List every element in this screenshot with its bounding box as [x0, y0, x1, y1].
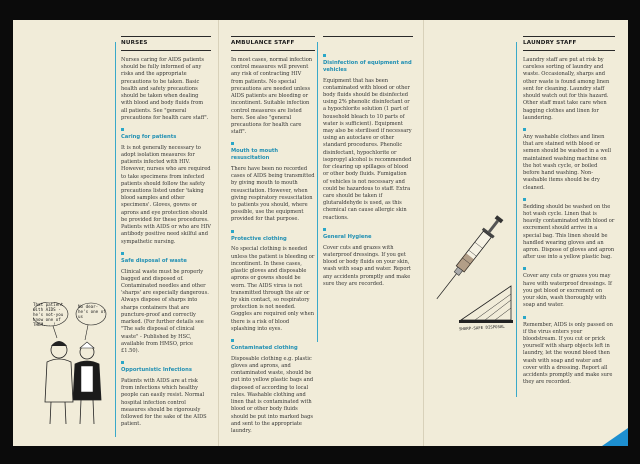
contaminated-title: Contaminated clothing [231, 345, 298, 352]
waste-text: Clinical waste must be properly bagged and disposed of. Contaminated needles and other 'sharps' are especially dangerous. Always dispose of sharps into sharps containers that are puncture-proof and correctly marked. (For further details see "The safe disposal of clinical waste" - Published by HSC, available from HMSO, price £1.50). [121, 268, 209, 354]
caring-title: Caring for patients [121, 133, 177, 140]
mouth-text: There have been no recorded cases of AIDS being transmitted by giving mouth to mouth resuscitation. However, when giving respiratory resuscitation to patients you should, where possible, use the equipment provided for that purpose. [231, 165, 315, 223]
laundry-p2: Any washable clothes and linen that are stained with blood or semen should be washed in a well maintained washing machine on the hot wash cycle, or boiled before hand washing. Non-washable items should be dry cleaned. [523, 133, 612, 191]
disinfection-column [323, 36, 413, 292]
bullet-icon [121, 361, 124, 364]
bullet-icon [323, 54, 326, 57]
ambulance-intro: In most cases, normal infection control measures will prevent any risk of contracting HIV from patients. No special precautions are needed unless AIDS patients are bleeding or incontinent. Suitable infection control measures are listed here. See also "general precautions for health care staff". [231, 57, 313, 136]
mouth-title: Mouth to mouth resuscitation [231, 148, 279, 162]
stand-label: SHARP-SAFE DISPOSAL [458, 323, 505, 332]
hygiene-title: General Hygiene [323, 233, 372, 240]
waste-title: Safe disposal of waste [121, 257, 187, 264]
infections-text: Patients with AIDS are at risk from infections which healthy people can easily resist. Normal hospital infection control measures should be rigorously followed for the sake of the AIDS patient. [121, 377, 207, 428]
nurses-intro: Nurses caring for AIDS patients should be fully informed of any risks and the appropriate precautions to be taken. Basic health and safety precautions should be taken when dealing with blood and body fluids from all patients. See "general precautions for health care staff". [121, 57, 209, 121]
nurses-cartoon [33, 302, 113, 432]
bullet-icon [121, 252, 124, 255]
hygiene-text: Cover cuts and grazes with waterproof dressings. If you get blood or body fluids on your skin, wash with soap and water. Report any accidents promptly and make sure they are recorded. [323, 244, 411, 287]
disinfection-title: Disinfection of equipment and vehicles [323, 60, 412, 73]
laundry-p3: Bedding should be washed on the hot wash cycle. Linen that is heavily contaminated with blood or excrement should arrive in a special bag. This linen should be handled wearing gloves and an apron. Dispose of gloves and apron after use into a yellow plastic bag. [523, 203, 615, 261]
cartoon-speech-right: No dear- he's one of us [78, 304, 106, 320]
bullet-icon [523, 198, 526, 201]
laundry-column [523, 36, 615, 391]
contaminated-text: Disposable clothing e.g. plastic gloves and aprons, and contaminated waste, should be put into yellow plastic bags and disposed of according to local rules. Washable clothing and linen that is contaminated with blood or other body fluids should be put into marked bags and sent to the appropriate laundry. [231, 355, 314, 434]
bullet-icon [231, 142, 234, 145]
disposal-stand-icon [457, 280, 517, 330]
ambulance-accent-line [317, 42, 318, 342]
disinfection-text: Equipment that has been contaminated with blood or other body fluids should be disinfected using 2% phenolic disinfectant or a hypochlorite solution (1 part of household bleach to 10 parts of water is sufficient). Equipment may also be sterilised if necessary using an autoclave or other standard procedures. Phenolic disinfectant, hypochlorite or isopropyl alcohol is recommended for clearing up spillages of blood or other body fluids. Fumigation of vehicles is not necessary and could be hazardous to staff. Extra care should be taken if glutaraldehyde is used, as this chemical can cause allergic skin reactions. [323, 77, 412, 221]
bullet-icon [523, 267, 526, 270]
ambulance-heading: AMBULANCE STAFF [231, 37, 315, 51]
bullet-icon [121, 128, 124, 131]
laundry-intro: Laundry staff are put at risk by careless sorting of laundry and waste. Occasionally, sharps and other waste is found among linen sent for cleaning. Laundry staff should watch out for this hazard. Other staff must take care when bagging clothes and linen for laundering. [523, 57, 610, 121]
corner-accent [602, 428, 628, 446]
cartoon-speech-left: That patient with AIDS - he's not-you know one of THEM... ! [33, 302, 64, 328]
nurses-accent-line [115, 42, 116, 437]
caring-text: It is not generally necessary to adopt isolation measures for patients infected with HIV. However, nurses who are required to take specimens from infected patients should follow the safety precautions listed under 'taking blood samples and other specimens'. Gloves, gowns or aprons and eye protection should be provided for these procedures. Patients with AIDS or who are HIV antibody positive need skilful and sympathetic nursing. [121, 144, 211, 245]
fold-line-2 [423, 20, 424, 446]
infections-title: Opportunistic Infections [121, 367, 192, 374]
laundry-p5: Remember, AIDS is only passed on if the virus enters your bloodstream. If you cut or prick yourself with sharp objects left in laundry, let the wound bleed then wash with soap and water and cover with a dressing. Report all accidents promptly and make sure they are recorded. [523, 321, 613, 386]
bullet-icon [231, 339, 234, 342]
bullet-icon [323, 228, 326, 231]
bullet-icon [523, 316, 526, 319]
syringe-illustration [431, 200, 519, 330]
leaflet-page [13, 20, 628, 446]
ambulance-column [231, 36, 315, 439]
clothing-title: Protective clothing [231, 235, 287, 242]
cartoon-nurses-icon [33, 302, 113, 432]
laundry-heading: LAUNDRY STAFF [523, 37, 615, 51]
laundry-p4: Cover any cuts or grazes you may have with waterproof dressings. If you get blood or excrement on your skin, wash thoroughly with soap and water. [523, 273, 612, 309]
nurses-heading: NURSES [121, 37, 211, 51]
nurses-column [121, 36, 211, 432]
bullet-icon [231, 230, 234, 233]
fold-line-1 [218, 20, 219, 446]
bullet-icon [523, 128, 526, 131]
clothing-text: No special clothing is needed unless the patient is bleeding or incontinent. In these cases, plastic gloves and disposable aprons or gowns should be worn. The AIDS virus is not transmitted through the air or by skin contact, so respiratory protection is not needed. Goggles are required only when there is a risk of blood splashing into eyes. [231, 246, 315, 332]
